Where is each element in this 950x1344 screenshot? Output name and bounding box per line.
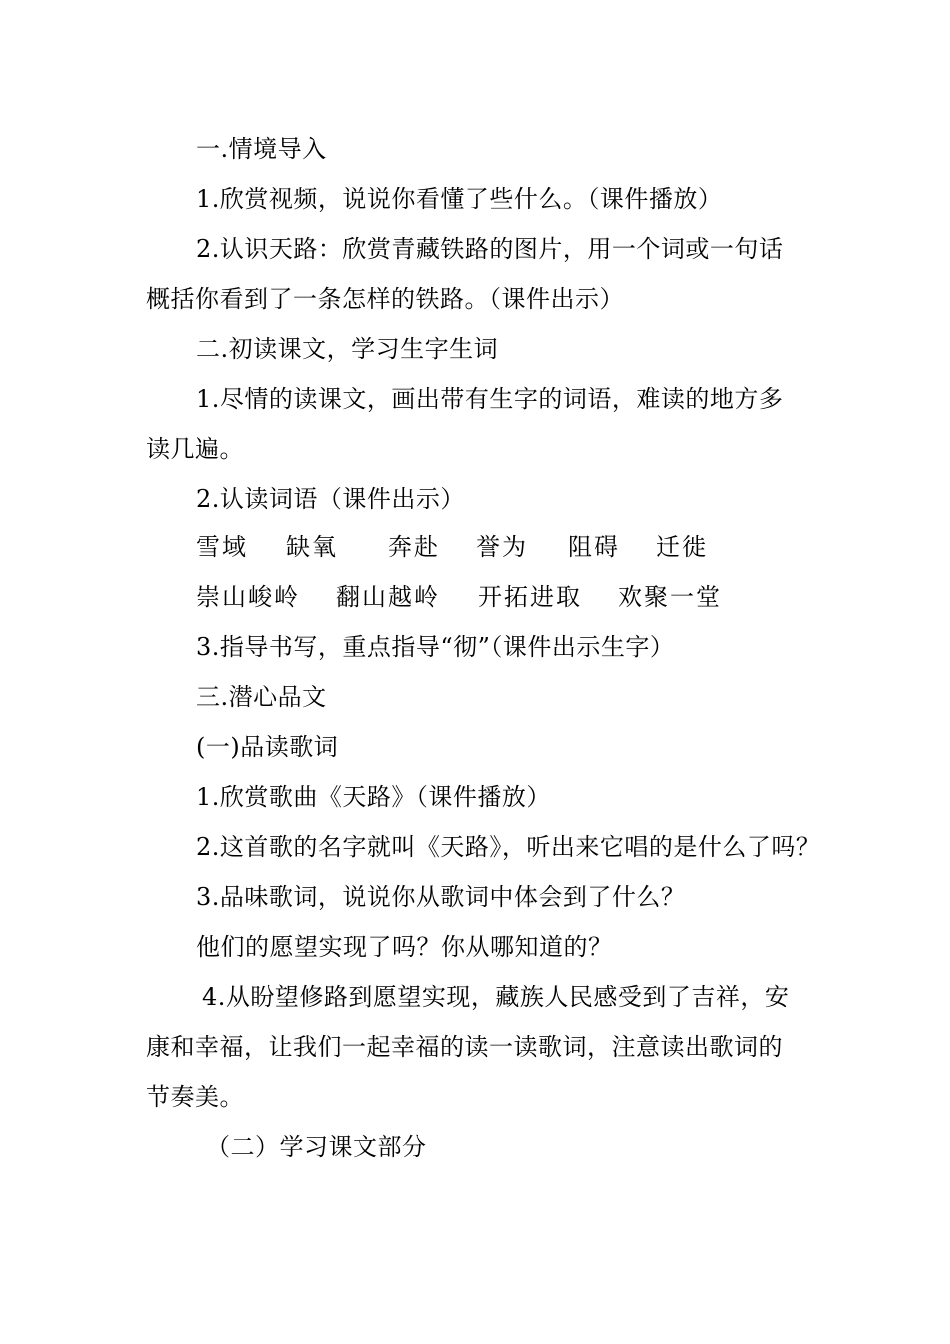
paragraph-3-4-cont: 康和幸福，让我们一起幸福的读一读歌词，注意读出歌词的 bbox=[146, 1033, 783, 1061]
paragraph-1-2: 2.认识天路：欣赏青藏铁路的图片，用一个词或一句话 bbox=[196, 235, 784, 263]
paragraph-3-3: 3.品味歌词，说说你从歌词中体会到了什么？ bbox=[196, 883, 686, 911]
vocab-word: 崇山峻岭 bbox=[196, 583, 300, 611]
vocab-word: 奔赴 bbox=[388, 533, 440, 561]
paragraph-1-1: 1.欣赏视频，说说你看懂了些什么。（课件播放） bbox=[196, 185, 723, 213]
vocab-word: 开拓进取 bbox=[478, 583, 582, 611]
vocab-word: 阻碍 bbox=[568, 533, 620, 561]
paragraph-2-1: 1.尽情的读课文，画出带有生字的词语，难读的地方多 bbox=[196, 385, 784, 413]
paragraph-3-3-cont: 他们的愿望实现了吗？你从哪知道的？ bbox=[196, 933, 613, 961]
section-heading-3: 三.潜心品文 bbox=[196, 683, 327, 711]
vocab-word: 迁徙 bbox=[656, 533, 708, 561]
vocab-word: 欢聚一堂 bbox=[618, 583, 722, 611]
section-heading-2: 二.初读课文，学习生字生词 bbox=[196, 335, 499, 363]
vocab-word: 誉为 bbox=[476, 533, 528, 561]
paragraph-2-2: 2.认读词语（课件出示） bbox=[196, 485, 465, 513]
subsection-heading-1: (一)品读歌词 bbox=[196, 733, 339, 761]
vocab-word: 翻山越岭 bbox=[336, 583, 440, 611]
paragraph-1-2-cont: 概括你看到了一条怎样的铁路。（课件出示） bbox=[146, 285, 624, 313]
paragraph-2-1-cont: 读几遍。 bbox=[146, 435, 244, 463]
vocab-word: 缺氧 bbox=[286, 533, 338, 561]
subsection-heading-2: （二）学习课文部分 bbox=[206, 1133, 427, 1161]
paragraph-3-2: 2.这首歌的名字就叫《天路》，听出来它唱的是什么了吗？ bbox=[196, 833, 821, 861]
vocab-word: 雪域 bbox=[196, 533, 248, 561]
paragraph-2-3: 3.指导书写，重点指导“彻”（课件出示生字） bbox=[196, 633, 675, 661]
paragraph-3-4-cont-2: 节奏美。 bbox=[146, 1083, 244, 1111]
section-heading-1: 一.情境导入 bbox=[196, 135, 327, 163]
paragraph-3-1: 1.欣赏歌曲《天路》（课件播放） bbox=[196, 783, 551, 811]
paragraph-3-4: 4.从盼望修路到愿望实现，藏族人民感受到了吉祥，安 bbox=[202, 983, 790, 1011]
